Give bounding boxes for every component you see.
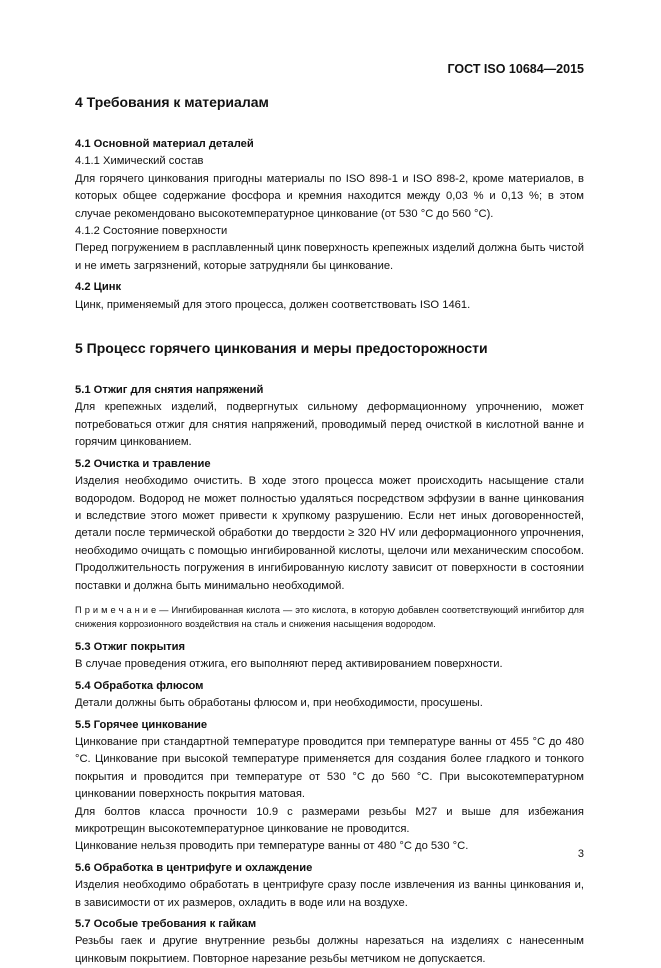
section-5-1-title: 5.1 Отжиг для снятия напряжений [75, 384, 264, 397]
document-header: ГОСТ ISO 10684—2015 [447, 62, 584, 76]
section-5-5-title: 5.5 Горячее цинкование [75, 718, 208, 731]
section-4-1-2-title: 4.1.2 Состояние поверхности [75, 225, 228, 238]
section-5-3-title: 5.3 Отжиг покрытия [75, 640, 186, 653]
section-4-1-1-text: Для горячего цинкования пригодны материалы по ISO 898-1 и ISO 898-2, кроме материалов, в которых общее содержание фосфора и кремния находится между 0,03 % и 0,13 %; в этом случае рекомендовано высокотемпературное цинкование (от 530 °С до 560 °С). [75, 172, 584, 220]
section-5-3-text: В случае проведения отжига, его выполняют перед активированием поверхности. [75, 658, 503, 671]
document-body [75, 92, 584, 968]
section-5-7-title: 5.7 Особые требования к гайкам [75, 918, 257, 931]
section-5-2-text: Изделия необходимо очистить. В ходе этого процесса может происходить насыщение стали водородом. Водород не может полностью удаляться посредством эффузии в ванне цинкования и вследствие этого может привести к хрупкому разрушению. Если нет иных договоренностей, детали после термической обработки до твердости ≥ 320 HV или деформационного упрочнения, необходимо очищать с помощью ингибированной кислоты, щелочи или механическим способом. Продолжительность погружения в ингибированную кислоту зависит от поверхности в состоянии поставки и должна быть минимально необходимой. [75, 475, 584, 592]
note: П р и м е ч а н и е — Ингибированная кислота — это кислота, в которую добавлен соответствующий ингибитор для снижения коррозионного воздействия на сталь и снижения насыщения водородом. [75, 604, 584, 629]
section-4-2-title: 4.2 Цинк [75, 281, 122, 294]
section-5-5-text-1: Цинкование при стандартной температуре проводится при температуре ванны от 455 °С до 480 °С. Цинкование при высокой температуре применяется для создания более гладкого и тонкого покрытия и проводится при температуре от 530 °С до 560 °С. При высокотемпературном цинковании поверхность покрытия матовая. [75, 735, 584, 801]
section-4-2-text: Цинк, применяемый для этого процесса, должен соответствовать ISO 1461. [75, 298, 471, 311]
section-5-7-text: Резьбы гаек и другие внутренние резьбы должны нарезаться на изделиях с нанесенным цинковым покрытием. Повторное нарезание резьбы метчиком не допускается. [75, 935, 584, 965]
section-5-5-text-2: Для болтов класса прочности 10.9 с размерами резьбы М27 и выше для избежания микротрещин высокотемпературное цинкование не проводится. [75, 805, 584, 835]
section-5-4-text: Детали должны быть обработаны флюсом и, при необходимости, просушены. [75, 697, 483, 710]
section-5-1-text: Для крепежных изделий, подвергнутых сильному деформационному упрочнению, может потребоваться отжиг для снятия напряжений, проводимый перед очисткой в кислотной ванне и горячим цинкованием. [75, 401, 584, 449]
section-5-title: 5 Процесс горячего цинкования и меры предосторожности [75, 340, 488, 357]
section-5-4-title: 5.4 Обработка флюсом [75, 679, 204, 692]
section-4-1-title: 4.1 Основной материал деталей [75, 138, 254, 150]
section-4-title: 4 Требования к материалам [75, 94, 269, 110]
section-5-6-title: 5.6 Обработка в центрифуге и охлаждение [75, 861, 313, 874]
section-4-1-1-title: 4.1.1 Химический состав [75, 155, 204, 168]
page-number: 3 [577, 848, 584, 860]
section-5-2-title: 5.2 Очистка и травление [75, 457, 211, 470]
section-5-6-text: Изделия необходимо обработать в центрифуге сразу после извлечения из ванны цинкования и, в зависимости от их размеров, охладить в воде или на воздухе. [75, 879, 584, 909]
section-4-1-2-text: Перед погружением в расплавленный цинк поверхность крепежных изделий должна быть чистой и не иметь загрязнений, которые затрудняли бы цинкование. [75, 242, 584, 272]
section-5-5-text-3: Цинкование нельзя проводить при температуре ванны от 480 °С до 530 °С. [75, 840, 469, 853]
